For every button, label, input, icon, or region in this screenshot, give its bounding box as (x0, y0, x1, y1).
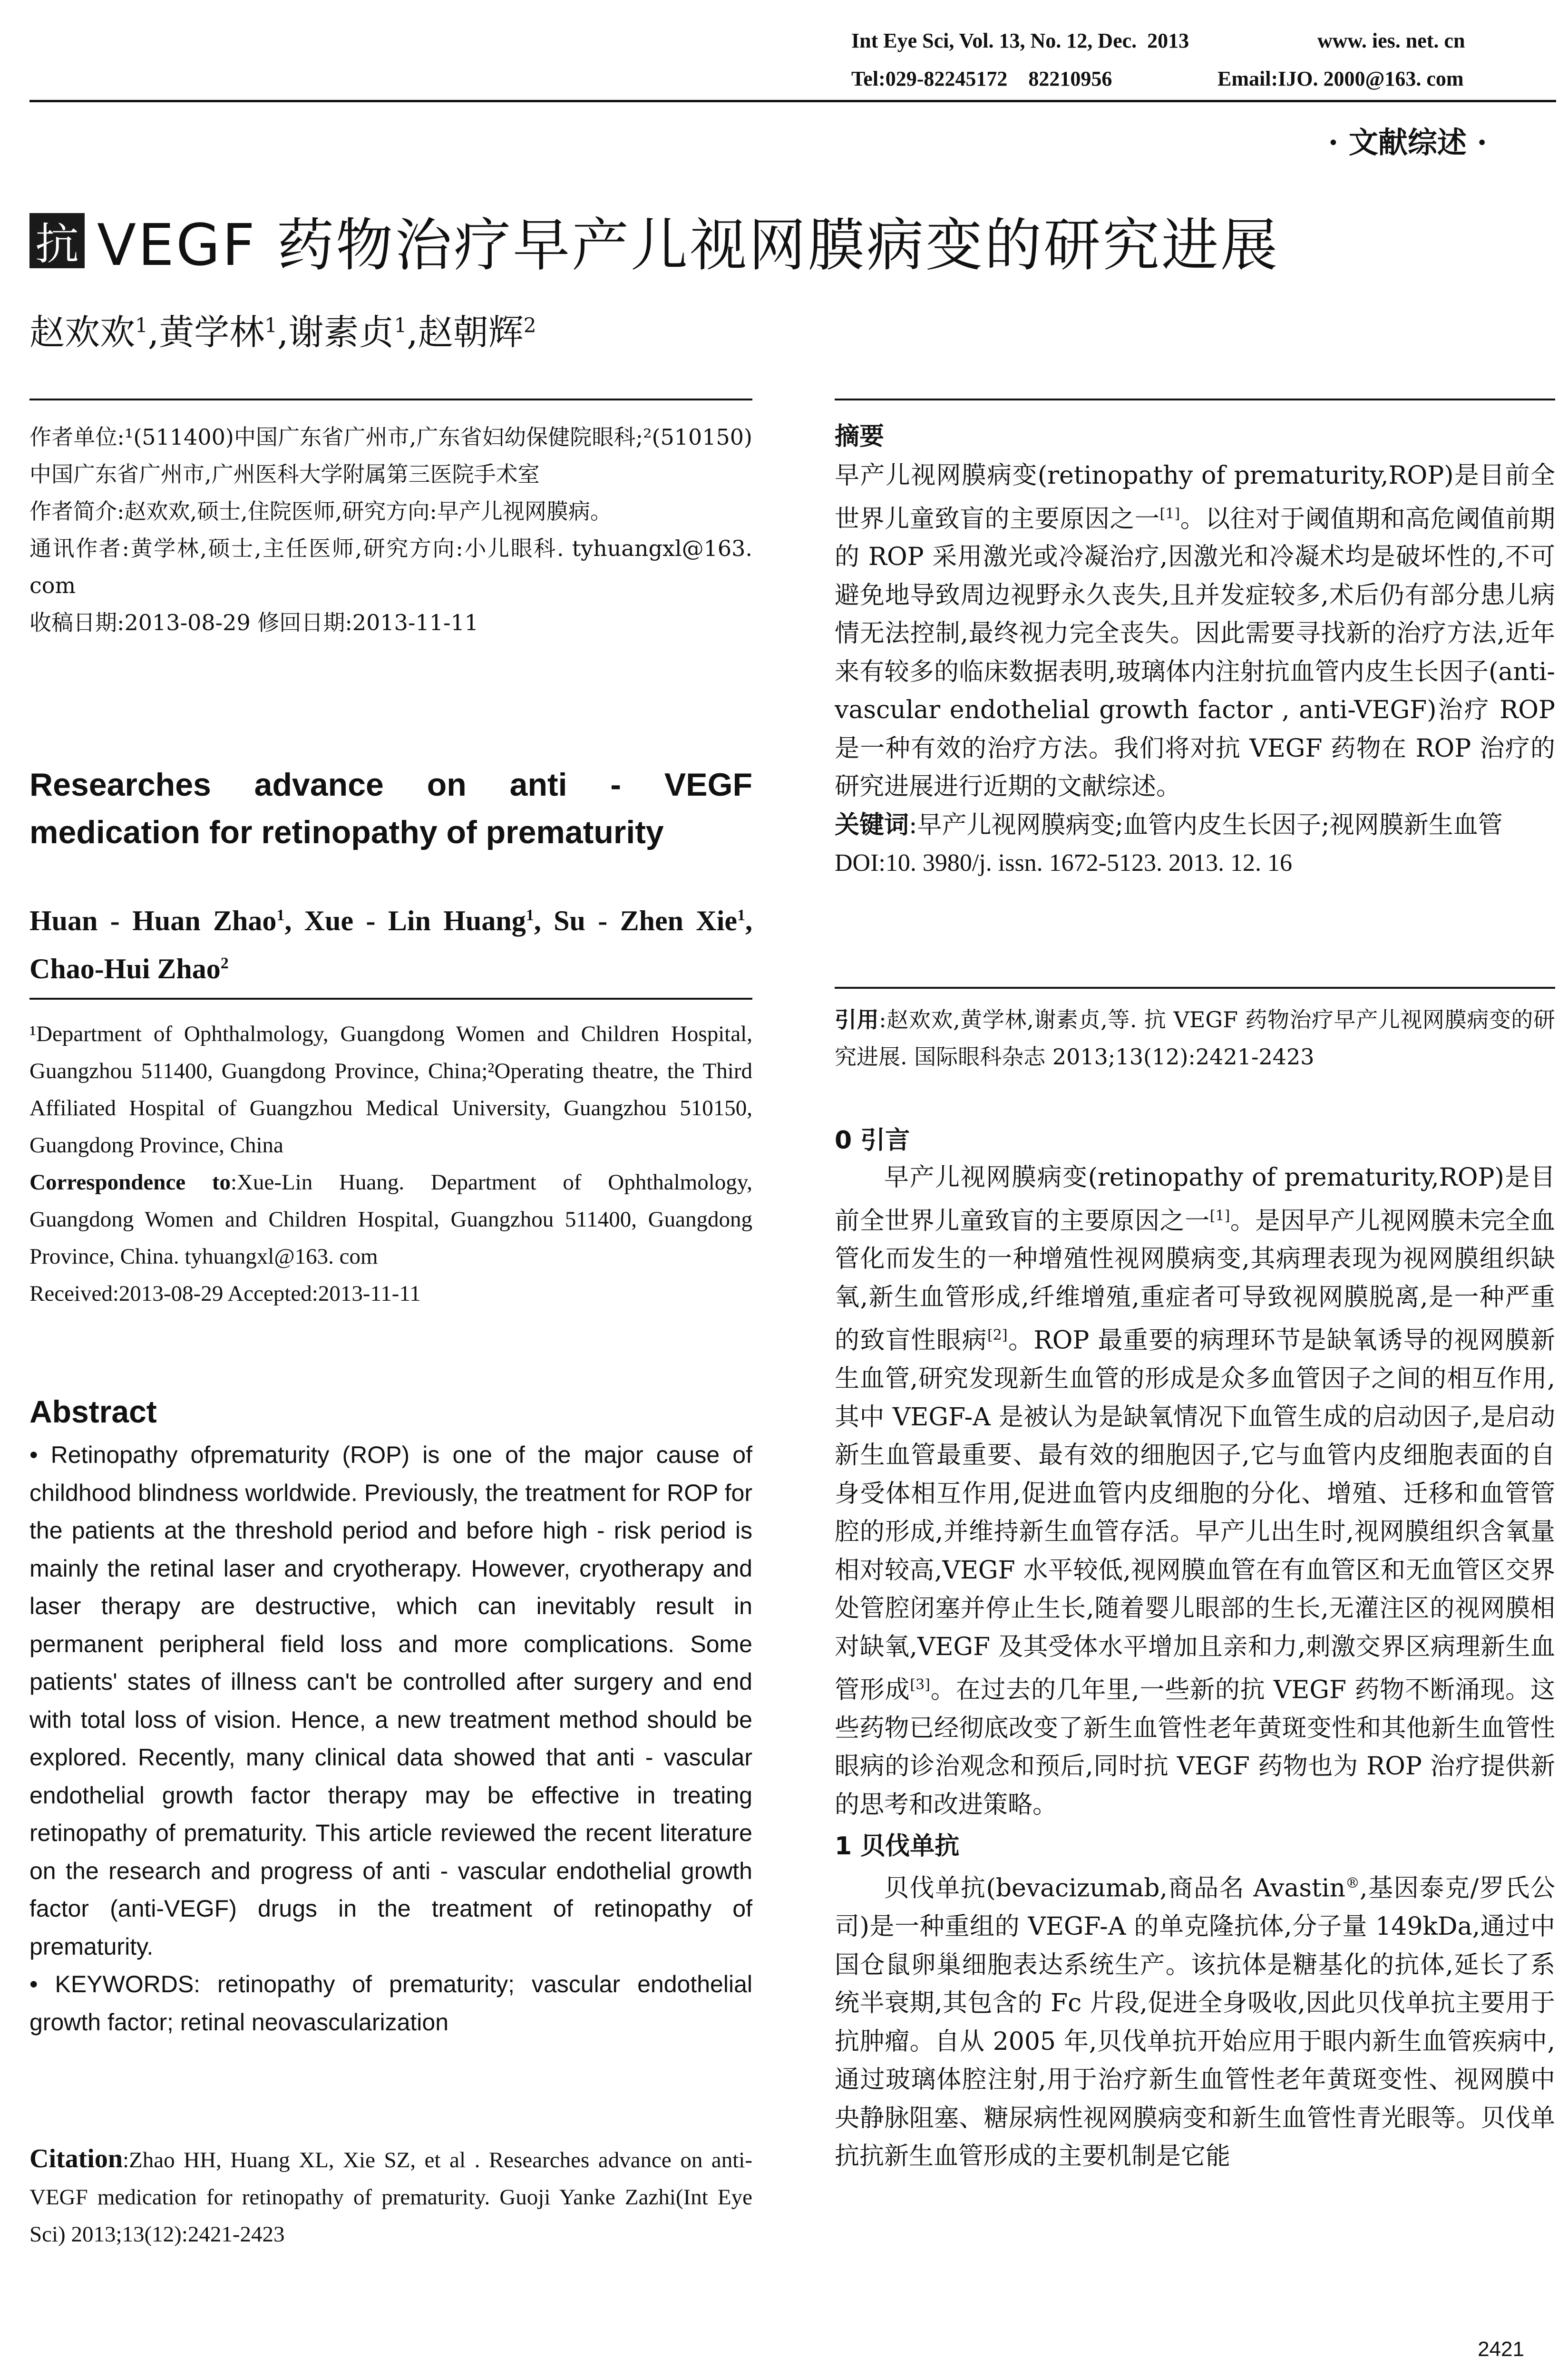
keywords-cn-label: 关键词 (835, 811, 909, 839)
en-author-2: Xue - Lin Huang (304, 905, 526, 936)
dates-cn: 收稿日期:2013-08-29 修回日期:2013-11-11 (29, 610, 479, 635)
section-0-a: 早产儿视网膜病变(retinopathy of prematurity,ROP)是目前全世界儿童致盲的主要原因之一 (835, 1163, 1555, 1235)
journal-info: Int Eye Sci, Vol. 13, No. 12, Dec. 2013 (851, 29, 1189, 52)
doi: DOI:10. 3980/j. issn. 1672-5123. 2013. 12. 16 (835, 849, 1292, 877)
journal-email: Email:IJO. 2000@163. com (1217, 67, 1464, 90)
en-author-4-sup: 2 (220, 955, 229, 972)
en-author-1: Huan - Huan Zhao (29, 905, 277, 936)
en-author-1-sup: 1 (276, 906, 285, 924)
en-author-4: Chao-Hui Zhao (29, 953, 221, 984)
header-rule (29, 100, 1556, 102)
ref-3: [3] (910, 1676, 930, 1694)
english-front-matter (29, 1015, 752, 1312)
english-authors: Huan - Huan Zhao$^1$, Xue - Lin Huang$^1$, Su - Zhen Xie$^1$, Chao-Hui Zhao$^2$ (29, 905, 752, 984)
title-text: VEGF 药物治疗早产儿视网膜病变的研究进展 (97, 213, 1280, 279)
section-0-c: 。ROP 最重要的病理环节是缺氧诱导的视网膜新生血管,研究发现新生血管的形成是众多血管因子之间的相互作用,其中 VEGF-A 是被认为是缺氧情况下血管生成的启动因子,是启动新生血管最重要、最有效的细胞因子,它与血管内皮细胞表面的自身受体相互作用,促进血管内皮细胞的分化、增殖、迁移和血管管腔的形成,并维持新生血管存活。早产儿出生时,视网膜组织含氧量相对较高,VEGF 水平较低,视网膜血管在有血管区和无血管区交界处管腔闭塞并停止生长,随着婴儿眼部的生长,无灌注区的视网膜相对缺氧,VEGF 及其受体水平增加且亲和力,刺激交界区病理新生血管形成 (835, 1326, 1555, 1705)
section-0-text (835, 1159, 1555, 1824)
abstract-cn-part2: 。以往对于阈值期和高危阈值前期的 ROP 采用激光或冷凝治疗,因激光和冷凝术均是破坏性的,不可避免地导致周边视野永久丧失,且并发症较多,术后仍有部分患儿病情无法控制,最终视力完全丧失。因此需要寻找新的治疗方法,近年来有较多的临床数据表明,玻璃体内注射抗血管内皮生长因子(anti-vascular endothelial growth factor , anti-VEGF)治疗 ROP 是一种有效的治疗方法。我们将对抗 VEGF 药物在 ROP 治疗的研究进展进行近期的文献综述。 (835, 504, 1555, 801)
article-title (29, 200, 1279, 282)
section-tag: · 文献综述 · (1328, 125, 1487, 160)
ref-2: [2] (987, 1327, 1008, 1344)
author-2: 黄学林 (159, 312, 265, 353)
ref-1: [1] (1159, 505, 1180, 522)
right-top-rule (835, 399, 1555, 400)
page-number: 2421 (1478, 2338, 1524, 2361)
section-1-text (835, 1864, 1555, 2175)
author-4: 赵朝辉 (418, 312, 524, 353)
abstract-en (29, 1436, 752, 2041)
citation-cn-text: :赵欢欢,黄学林,谢素贞,等. 抗 VEGF 药物治疗早产儿视网膜病变的研究进展. 国际眼科杂志 2013;13(12):2421-2423 (835, 1007, 1555, 1070)
author-2-sup: 1 (264, 313, 277, 337)
correspondence-cn: 通讯作者:黄学林,硕士,主任医师,研究方向:小儿眼科. tyhuangxl@163. com (29, 536, 752, 598)
abstract-cn-part1: 早产儿视网膜病变(retinopathy of prematurity,ROP)是目前全世界儿童致盲的主要原因之一 (835, 461, 1555, 533)
correspondence-en (29, 1164, 752, 1275)
authors-cn: 赵欢欢$^1$,黄学林$^1$,谢素贞$^1$,赵朝辉$^2$ (29, 312, 536, 353)
main-body (835, 1120, 1555, 2176)
bio-cn: 作者简介:赵欢欢,硕士,住院医师,研究方向:早产儿视网膜病。 (29, 498, 612, 524)
author-1-sup: 1 (135, 313, 148, 337)
citation-cn-label: 引用 (835, 1007, 879, 1032)
author-4-sup: 2 (523, 313, 536, 337)
title-mark: 抗 (29, 213, 85, 268)
section-0-heading: 0 引言 (835, 1126, 910, 1155)
section-1-a: 贝伐单抗(bevacizumab,商品名 Avastin (884, 1874, 1346, 1903)
left-column (29, 419, 752, 641)
abstract-en-text: • Retinopathy ofprematurity (ROP) is one of the major cause of childhood blindness worldwide. Previously, the treatment for ROP for the patients at the threshold period and before high - risk period is mainly the retinal laser and cryotherapy. However, cryotherapy and laser therapy are destructive, which can inevitably result in permanent peripheral field loss and more complications. Some patients' states of illness can't be controlled after surgery and end with total loss of vision. Hence, a new treatment method should be explored. Recently, many clinical data showed that anti - vascular endothelial growth factor therapy may be effective in treating retinopathy of prematurity. This article reviewed the recent literature on the research and progress of anti - vascular endothelial growth factor (anti-VEGF) drugs in the treatment of retinopathy of prematurity. (29, 1442, 752, 1960)
citation-label: Citation (29, 2144, 123, 2173)
en-author-2-sup: 1 (526, 906, 534, 924)
section-0-d: 。在过去的几年里,一些新的抗 VEGF 药物不断涌现。这些药物已经彻底改变了新生血管性老年黄斑变性和其他新生血管性眼病的诊治观念和预后,同时抗 VEGF 药物也为 ROP 治疗提供新的思考和改进策略。 (835, 1676, 1555, 1819)
ref-1b: [1] (1209, 1207, 1230, 1224)
section-1-heading: 1 贝伐单抗 (835, 1832, 960, 1861)
keywords-cn-text: :早产儿视网膜病变;血管内皮生长因子;视网膜新生血管 (909, 810, 1503, 839)
citation-cn (835, 1001, 1555, 1075)
affiliation-en: ¹Department of Ophthalmology, Guangdong Women and Children Hospital, Guangzhou 511400, Guangdong Province, China;²Operating theatre, the Third Affiliated Hospital of Guangzhou Medical University, Guangzhou 510150, Guangdong Province, China (29, 1022, 752, 1158)
abstract-cn (835, 457, 1555, 883)
author-1: 赵欢欢 (29, 312, 135, 353)
abstract-heading-en: Abstract (29, 1394, 157, 1429)
citation-en (29, 2140, 752, 2253)
abstract-heading-cn: 摘要 (835, 422, 885, 451)
dates-en: Received:2013-08-29 Accepted:2013-11-11 (29, 1281, 421, 1306)
keywords-en: • KEYWORDS: retinopathy of prematurity; vascular endothelial growth factor; retinal neovascularization (29, 1971, 752, 2036)
section-1-b: ,基因泰克/罗氏公司)是一种重组的 VEGF-A 的单克隆抗体,分子量 149kDa,通过中国仓鼠卵巢细胞表达系统生产。该抗体是糖基化的抗体,延长了系统半衰期,其包含的 Fc 片段,促进全身吸收,因此贝伐单抗主要用于抗肿瘤。自从 2005 年,贝伐单抗开始应用于眼内新生血管疾病中,通过玻璃体腔注射,用于治疗新生血管性老年黄斑变性、视网膜中央静脉阻塞、糖尿病性视网膜病变和新生血管性青光眼等。贝伐单抗抗新生血管形成的主要机制是它能 (835, 1874, 1555, 2171)
section-0-b: 。是因早产儿视网膜未完全血管化而发生的一种增殖性视网膜病变,其病理表现为视网膜组织缺氧,新生血管形成,纤维增殖,重症者可导致视网膜脱离,是一种严重的致盲性眼病 (835, 1206, 1555, 1355)
en-author-3-sup: 1 (737, 906, 745, 924)
affiliation-cn: 作者单位:¹(511400)中国广东省广州市,广东省妇幼保健院眼科;²(510150)中国广东省广州市,广州医科大学附属第三医院手术室 (29, 424, 752, 487)
correspondence-en-label: Correspondence to (29, 1170, 231, 1195)
author-3: 谢素贞 (288, 312, 394, 353)
author-3-sup: 1 (394, 313, 407, 337)
citation-text: :Zhao HH, Huang XL, Xie SZ, et al . Researches advance on anti-VEGF medication for retinopathy of prematurity. Guoji Yanke Zazhi(Int Eye Sci) 2013;13(12):2421-2423 (29, 2148, 752, 2247)
english-title: Researches advance on anti - VEGF medication for retinopathy of prematurity (29, 767, 752, 850)
right-mid-rule (835, 987, 1555, 989)
en-author-3: Su - Zhen Xie (554, 905, 737, 936)
registered-mark: ® (1345, 1875, 1360, 1892)
journal-tel: Tel:029-82245172 82210956 (851, 67, 1112, 90)
journal-website: www. ies. net. cn (1317, 29, 1465, 52)
left-mid-rule (29, 998, 752, 1000)
correspondence-en-text: :Xue-Lin Huang. Department of Ophthalmology, Guangdong Women and Children Hospital, Guangzhou 511400, Guangdong Province, China. tyhuangxl@163. com (29, 1170, 752, 1269)
left-top-rule (29, 399, 752, 400)
